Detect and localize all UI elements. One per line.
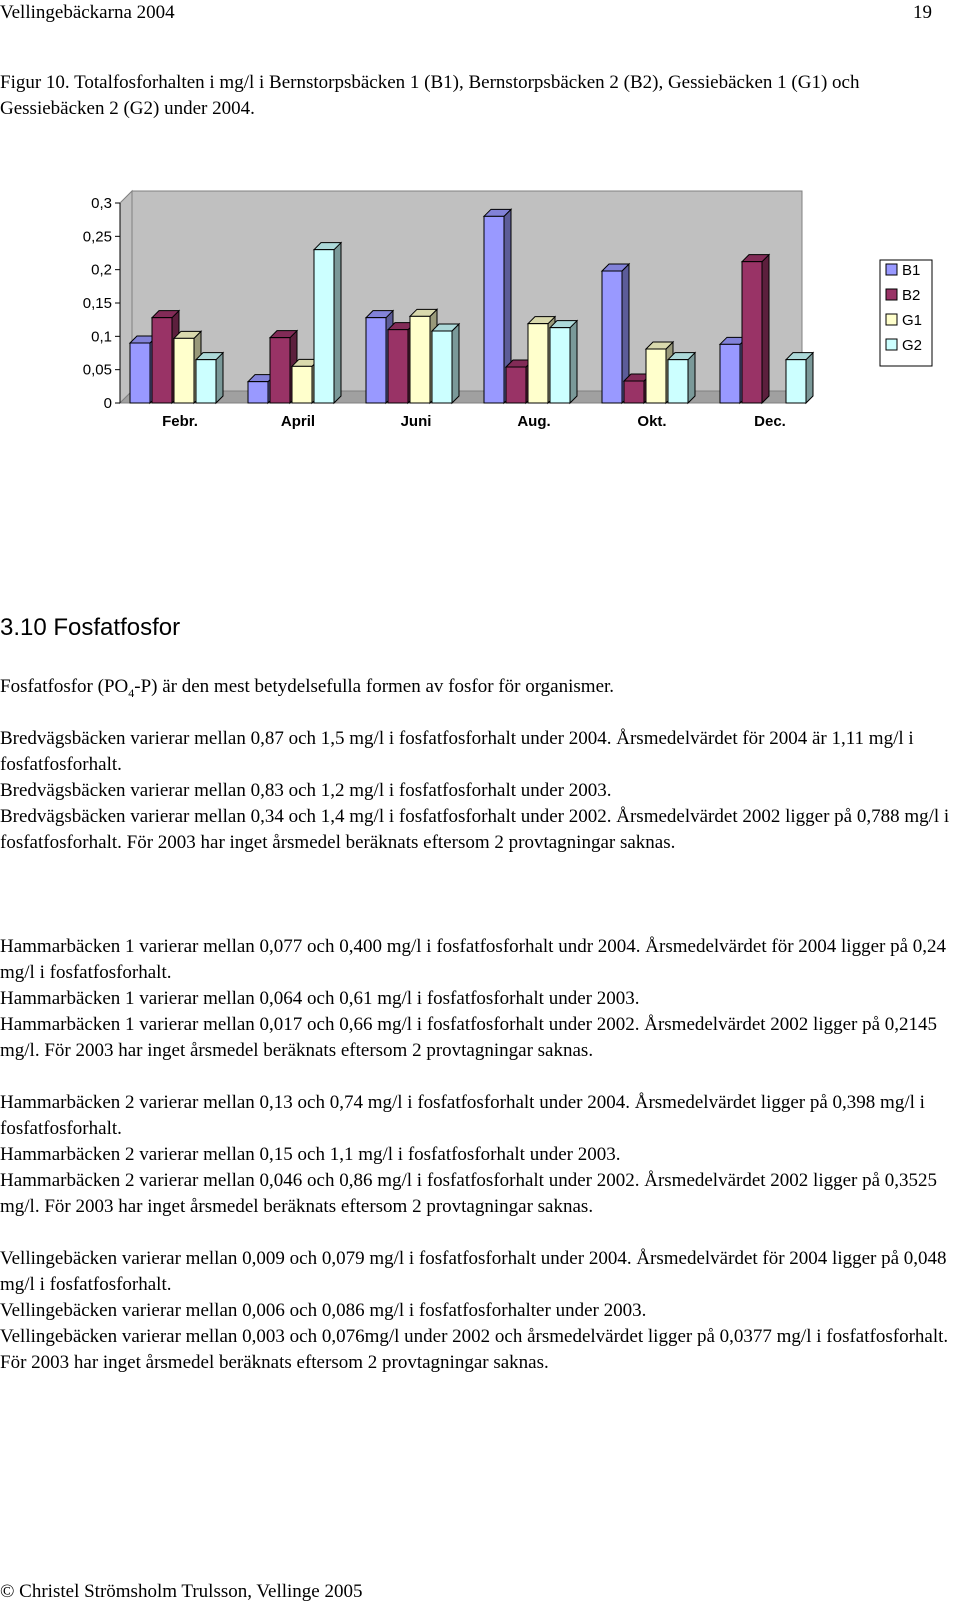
bar-g2-2: [432, 324, 459, 403]
paragraph: Hammarbäcken 2 varierar mellan 0,15 och 1,1 mg/l i fosfatfosforhalt under 2003.: [0, 1144, 621, 1165]
bar-g2-5: [786, 353, 813, 403]
paragraph: Hammarbäcken 1 varierar mellan 0,017 och 0,66 mg/l i fosfatfosforhalt under 2002. Årsmedelvärdet 2002 ligger på 0,2145 mg/l. För 2003 har inget årsmedel beräknats eftersom 2 provtagningar saknas.: [0, 1014, 938, 1061]
figure-caption: Figur 10. Totalfosforhalten i mg/l i Bernstorpsbäcken 1 (B1), Bernstorpsbäcken 2 (B2), Gessiebäcken 1 (G1) och Gessiebäcken 2 (G2) under 2004.: [0, 72, 860, 119]
phosphorus-bar-chart: [0, 185, 950, 445]
paragraph: Vellingebäcken varierar mellan 0,003 och 0,076mg/l under 2002 och årsmedelvärdet ligger på 0,0377 mg/l i fosfatfosforhalt. För 2003 har inget årsmedel beräknats eftersom 2 provtagningar saknas.: [0, 1326, 949, 1373]
bar-g2-1: [314, 243, 341, 403]
chart-back-wall: [132, 191, 802, 391]
intro-suffix: -P) är den mest betydelsefulla formen av fosfor för organismer.: [134, 676, 615, 697]
y-tick-label: 0,1: [91, 328, 112, 346]
paragraph-block-bredvagsbacken: [0, 726, 955, 856]
page-header-title: Vellingebäckarna 2004: [0, 2, 175, 23]
bar-g2-0: [196, 353, 223, 403]
bar-g2-4: [668, 353, 695, 403]
paragraph-block-vellingebacken: [0, 1246, 955, 1376]
section-title: 3.10 Fosfatfosfor: [0, 614, 181, 641]
paragraph: Hammarbäcken 2 varierar mellan 0,13 och 0,74 mg/l i fosfatfosforhalt under 2004. Årsmedelvärdet ligger på 0,398 mg/l i fosfatfosforhalt.: [0, 1092, 925, 1139]
intro-prefix: Fosfatfosfor (PO: [0, 676, 129, 697]
legend-label: G1: [902, 312, 923, 329]
x-tick-label: April: [280, 413, 316, 430]
legend-swatch: [886, 339, 897, 350]
paragraph: Vellingebäcken varierar mellan 0,009 och 0,079 mg/l i fosfatfosforhalt under 2004. Årsmedelvärdet för 2004 ligger på 0,048 mg/l i fosfatfosforhalt.: [0, 1248, 947, 1295]
y-tick-label: 0,3: [91, 195, 112, 212]
paragraph: Bredvägsbäcken varierar mellan 0,83 och 1,2 mg/l i fosfatfosforhalt under 2003.: [0, 780, 612, 801]
legend-swatch: [886, 264, 897, 275]
paragraph-block-hammarbacken-2: [0, 1090, 955, 1220]
paragraph: Bredvägsbäcken varierar mellan 0,87 och 1,5 mg/l i fosfatfosforhalt under 2004. Årsmedelvärdet för 2004 är 1,11 mg/l i fosfatfosforhalt.: [0, 728, 914, 775]
paragraph: Bredvägsbäcken varierar mellan 0,34 och 1,4 mg/l i fosfatfosforhalt under 2002. Årsmedelvärdet 2002 ligger på 0,788 mg/l i fosfatfosforhalt. För 2003 har inget årsmedel beräknats eftersom 2 provtagningar saknas.: [0, 806, 950, 853]
page-number: 19: [913, 2, 932, 23]
paragraph: Hammarbäcken 1 varierar mellan 0,064 och 0,61 mg/l i fosfatfosforhalt under 2003.: [0, 988, 640, 1009]
section-intro: [0, 674, 955, 700]
y-tick-label: 0: [103, 395, 112, 412]
y-tick-label: 0,15: [82, 295, 112, 312]
legend-swatch: [886, 289, 897, 300]
legend-label: G2: [902, 337, 923, 354]
x-tick-label: Aug.: [517, 413, 551, 430]
legend-swatch: [886, 314, 897, 325]
y-tick-label: 0,25: [82, 228, 112, 246]
legend-label: B2: [902, 287, 921, 304]
x-tick-label: Febr.: [162, 413, 198, 430]
paragraph-block-hammarbacken-1: [0, 934, 955, 1064]
x-tick-label: Juni: [400, 413, 432, 430]
chart-axes: [115, 203, 120, 403]
y-tick-label: 0,05: [82, 361, 112, 379]
x-tick-label: Okt.: [637, 413, 667, 430]
intro-subscript: 4: [128, 685, 135, 700]
bar-g2-3: [550, 321, 577, 403]
chart-legend: [880, 260, 932, 366]
x-tick-label: Dec.: [754, 413, 786, 430]
legend-label: B1: [902, 262, 921, 279]
paragraph: Hammarbäcken 2 varierar mellan 0,046 och 0,86 mg/l i fosfatfosforhalt under 2002. Årsmedelvärdet 2002 ligger på 0,3525 mg/l. För 2003 har inget årsmedel beräknats eftersom 2 provtagningar saknas.: [0, 1170, 938, 1217]
bar-b2-5: [742, 255, 769, 403]
paragraph: Hammarbäcken 1 varierar mellan 0,077 och 0,400 mg/l i fosfatfosforhalt undr 2004. Årsmedelvärdet för 2004 ligger på 0,24 mg/l i fosfatfosforhalt.: [0, 936, 947, 983]
paragraph: Vellingebäcken varierar mellan 0,006 och 0,086 mg/l i fosfatfosforhalter under 2003.: [0, 1300, 647, 1321]
y-tick-label: 0,2: [91, 261, 112, 279]
page-footer: © Christel Strömsholm Trulsson, Vellinge 2005: [0, 1581, 363, 1602]
